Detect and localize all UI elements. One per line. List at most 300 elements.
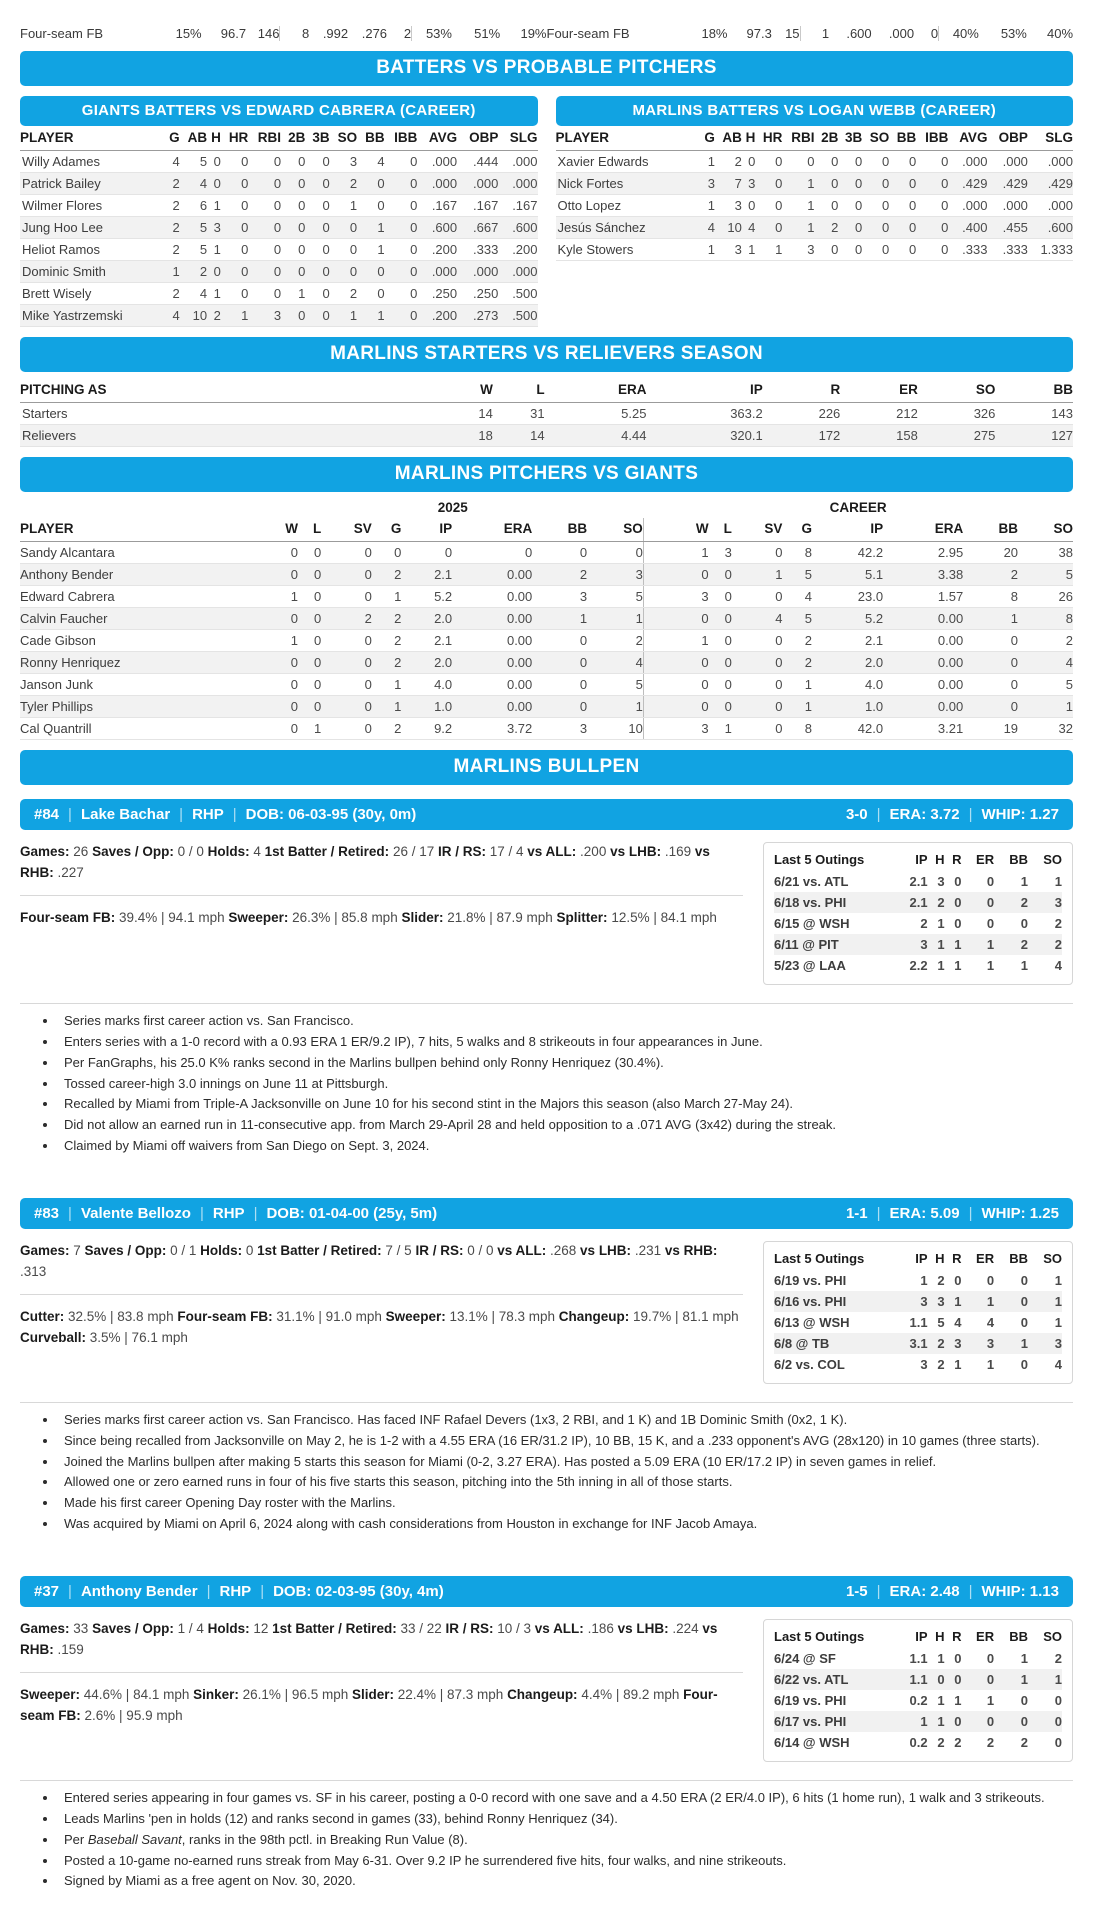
cell: 0.00 xyxy=(452,630,532,652)
outing-date: 6/2 vs. COL xyxy=(774,1356,845,1372)
player-body xyxy=(20,1619,1073,1762)
stat-label: Sinker: xyxy=(193,1686,239,1702)
cell: 0 xyxy=(963,696,1018,718)
cell: 2 xyxy=(372,608,402,630)
outing-stat: 0 xyxy=(986,1650,995,1666)
cell: 5 xyxy=(782,608,812,630)
column-header-l-2: L xyxy=(298,518,321,542)
cell: 18 xyxy=(441,425,493,447)
cell: 0 xyxy=(221,151,248,173)
cell: 3.72 xyxy=(452,718,532,740)
cell: .429 xyxy=(948,173,987,195)
column-header-so: SO xyxy=(1043,1628,1062,1644)
outing-row xyxy=(774,1711,1062,1732)
cell: 1 xyxy=(709,718,732,740)
cell: 2 xyxy=(330,173,357,195)
outing-stat: 1 xyxy=(1054,1314,1062,1330)
last-5-outings-table xyxy=(774,1248,1062,1375)
column-header-last-5-outings: Last 5 Outings xyxy=(774,1250,865,1266)
outing-stat: 2 xyxy=(1020,937,1029,952)
outing-stat: 2.2 xyxy=(909,958,928,973)
cell: 5 xyxy=(782,564,812,586)
cell: 3 xyxy=(207,217,221,239)
column-header-obp: OBP xyxy=(987,126,1027,151)
cell: 0 xyxy=(862,239,889,261)
cell: 0 xyxy=(916,217,948,239)
stat-value: 21.8% | 87.9 mph xyxy=(443,909,557,925)
cell: 2.95 xyxy=(883,542,963,564)
outing-row xyxy=(774,1354,1062,1375)
cell: 2 xyxy=(180,261,207,283)
cell: .000 xyxy=(1028,195,1073,217)
cell: 0 xyxy=(643,696,708,718)
cell: .167 xyxy=(498,195,537,217)
cell: 2 xyxy=(782,652,812,674)
column-header-h: H xyxy=(742,126,755,151)
stat-label: Four-seam FB: xyxy=(177,1308,273,1324)
pitch-cell: 0 xyxy=(930,26,939,41)
cell: 3 xyxy=(742,173,755,195)
stat-label: vs RHB: xyxy=(664,1242,718,1258)
outing-stat: 2 xyxy=(937,1335,945,1351)
section-header-batters-vs-probable-pitchers: BATTERS VS PROBABLE PITCHERS xyxy=(20,51,1073,86)
player-notes-list xyxy=(58,1789,1073,1891)
note-item: • Joined the Marlins bullpen after making 5 starts this season for Miami (0-2, 3.27 ERA). Has posted a 5.09 ERA (10 ER/17.2 IP) in seven games in relief. xyxy=(58,1453,1073,1472)
cell: 1.57 xyxy=(883,586,963,608)
cell: 0 xyxy=(221,195,248,217)
player-body xyxy=(20,1241,1073,1384)
cell: 1 xyxy=(207,239,221,261)
cell: 0 xyxy=(385,283,418,305)
outing-date: 6/21 vs. ATL xyxy=(774,874,849,889)
cell: .000 xyxy=(987,195,1027,217)
cell: 42.2 xyxy=(812,542,883,564)
stat-label: Slider: xyxy=(351,1686,394,1702)
column-header-h: H xyxy=(935,852,945,867)
stat-value: 2.6% | 95.9 mph xyxy=(80,1707,183,1723)
outing-stat: 2.1 xyxy=(909,874,928,889)
note-item: • Since being recalled from Jacksonville on May 2, he is 1-2 with a 4.55 ERA (16 ER/31.2 IP), 10 BB, 15 K, and a .233 opponent's AVG (28x120) in 10 games (three starts). xyxy=(58,1432,1073,1451)
cell: 3 xyxy=(709,542,732,564)
cell: 0.00 xyxy=(883,630,963,652)
cell: 0 xyxy=(643,564,708,586)
cell: 1 xyxy=(782,195,814,217)
column-header-bb: BB xyxy=(995,378,1073,403)
pitch-cell: 146 xyxy=(257,26,280,41)
player-name: Anthony Bender xyxy=(80,1582,198,1600)
column-header-r: R xyxy=(952,1250,962,1266)
note-item: • Leads Marlins 'pen in holds (12) and ranks second in games (33), behind Ronny Henriquez (34). xyxy=(58,1810,1073,1829)
table-header-row xyxy=(556,126,1074,151)
cell: 0 xyxy=(262,608,298,630)
row-label: Heliot Ramos xyxy=(20,239,165,261)
cell: 0 xyxy=(963,674,1018,696)
column-header-r: R xyxy=(952,852,962,867)
player-hand: RHP xyxy=(192,806,224,823)
stat-label: vs LHB: xyxy=(610,844,662,859)
cell: 0 xyxy=(321,718,372,740)
outing-stat: 0 xyxy=(1054,1692,1062,1708)
cell: 0 xyxy=(862,173,889,195)
table-row xyxy=(20,542,1073,564)
cell: 1 xyxy=(963,608,1018,630)
cell: 0 xyxy=(916,173,948,195)
cell: .000 xyxy=(417,173,457,195)
row-label: Jesús Sánchez xyxy=(556,217,701,239)
outing-row xyxy=(774,1291,1062,1312)
cell: 0 xyxy=(281,217,305,239)
cell: 1 xyxy=(782,674,812,696)
cell: 0 xyxy=(732,718,783,740)
stat-value: 44.6% | 84.1 mph xyxy=(80,1686,194,1702)
player-record: 1-1 xyxy=(845,1204,868,1222)
cell: 326 xyxy=(918,403,996,425)
player-splits xyxy=(20,842,743,985)
note-item: • Per FanGraphs, his 25.0 K% ranks second in the Marlins bullpen behind only Ronny Henriquez (30.4%). xyxy=(58,1054,1073,1073)
column-header-hr: HR xyxy=(221,126,248,151)
stat-label: vs ALL: xyxy=(497,1242,547,1258)
cell: 5 xyxy=(1018,564,1073,586)
cell: 3 xyxy=(248,305,281,327)
cell: 3 xyxy=(532,718,587,740)
stat-value: .200 xyxy=(576,844,611,859)
column-header-bb-15: BB xyxy=(963,518,1018,542)
cell: 0 xyxy=(532,630,587,652)
marlins-batters-table xyxy=(556,126,1074,261)
table-row xyxy=(556,173,1074,195)
cell: 0 xyxy=(298,696,321,718)
cell: 0 xyxy=(248,217,281,239)
cell: 1 xyxy=(281,283,305,305)
cell: 0 xyxy=(321,674,372,696)
stat-label: Splitter: xyxy=(556,909,608,925)
column-header-player-0: PLAYER xyxy=(20,518,262,542)
column-header-era-14: ERA xyxy=(883,518,963,542)
column-header-h: H xyxy=(935,1628,945,1644)
outing-stat: 1 xyxy=(937,937,945,952)
note-item: • Did not allow an earned run in 11-consecutive app. from March 29-April 28 and held opposition to a .071 AVG (3x42) during the streak. xyxy=(58,1116,1073,1135)
column-header-ibb: IBB xyxy=(385,126,418,151)
cell: 0 xyxy=(372,542,402,564)
stat-label: IR / RS: xyxy=(415,1242,464,1258)
cell: 2 xyxy=(165,217,180,239)
row-label: Anthony Bender xyxy=(20,564,262,586)
cell: 2 xyxy=(815,217,839,239)
cell: 1 xyxy=(587,696,643,718)
row-label: Cal Quantrill xyxy=(20,718,262,740)
player-header-bar xyxy=(20,799,1073,830)
stat-label: IR / RS: xyxy=(445,1620,494,1636)
cell: 0 xyxy=(916,239,948,261)
bullpen-player-card xyxy=(20,799,1073,1184)
outing-date: 6/18 vs. PHI xyxy=(774,895,847,910)
cell: 0 xyxy=(532,696,587,718)
pitch-cell: 19% xyxy=(520,26,547,41)
cell: 0 xyxy=(321,586,372,608)
row-label: Willy Adames xyxy=(20,151,165,173)
stat-value: .169 xyxy=(661,844,695,859)
cell: 0 xyxy=(709,674,732,696)
cell: 1 xyxy=(357,217,384,239)
table-group-header-row xyxy=(20,496,1073,518)
divider xyxy=(20,895,743,896)
cell: 3 xyxy=(700,173,715,195)
player-season-line xyxy=(846,1205,1059,1222)
column-header-so: SO xyxy=(330,126,357,151)
player-number: #83 xyxy=(34,1204,60,1222)
cell: 1 xyxy=(262,630,298,652)
divider: | xyxy=(68,1204,72,1222)
outing-stat: 1 xyxy=(954,958,962,973)
cell: .333 xyxy=(987,239,1027,261)
column-header-player: PLAYER xyxy=(556,126,701,151)
note-item: • Recalled by Miami from Triple-A Jacksonville on June 10 for his second stint in the Majors this season (also March 27-May 24). xyxy=(58,1095,1073,1114)
divider: | xyxy=(253,1204,258,1222)
cell: 0 xyxy=(742,151,755,173)
cell: 0 xyxy=(357,195,384,217)
cell: 1 xyxy=(372,696,402,718)
cell: 0 xyxy=(709,652,732,674)
stat-label: 1st Batter / Retired: xyxy=(272,1620,397,1636)
stat-label: vs ALL: xyxy=(534,1620,584,1636)
outing-stat: 3.1 xyxy=(909,1335,928,1351)
cell: 2 xyxy=(782,630,812,652)
cell: 0 xyxy=(262,564,298,586)
cell: 320.1 xyxy=(646,425,762,447)
cell: 32 xyxy=(1018,718,1073,740)
cell: 0 xyxy=(815,195,839,217)
column-header-3b: 3B xyxy=(838,126,862,151)
note-item: • Posted a 10-game no-earned runs streak from May 6-31. Over 9.2 IP he surrendered five hits, four walks, and nine strikeouts. xyxy=(58,1852,1073,1871)
column-header-h: H xyxy=(935,1250,945,1266)
player-splits xyxy=(20,1619,743,1762)
divider xyxy=(20,1294,743,1295)
player-whip: WHIP: 1.25 xyxy=(981,1204,1059,1222)
stat-label: 1st Batter / Retired: xyxy=(257,1242,382,1258)
cell: 0 xyxy=(385,173,418,195)
column-header-last-5-outings: Last 5 Outings xyxy=(774,852,865,867)
cell: 0 xyxy=(298,652,321,674)
cell: 363.2 xyxy=(646,403,762,425)
cell: 0 xyxy=(330,261,357,283)
cell: 2.0 xyxy=(401,608,452,630)
cell: .000 xyxy=(457,173,498,195)
column-header-era: ERA xyxy=(545,378,647,403)
cell: 0 xyxy=(755,195,782,217)
cell: 0 xyxy=(732,586,783,608)
column-header-h: H xyxy=(207,126,221,151)
cell: 2.1 xyxy=(401,564,452,586)
cell: 20 xyxy=(963,542,1018,564)
cell: 127 xyxy=(995,425,1073,447)
note-item: • Allowed one or zero earned runs in four of his five starts this season, pitching into the 5th inning in all of those starts. xyxy=(58,1473,1073,1492)
column-header-so-8: SO xyxy=(587,518,643,542)
outing-stat: 0 xyxy=(937,1671,945,1687)
stat-label: Holds: xyxy=(207,1620,250,1636)
note-item: • Series marks first career action vs. San Francisco. xyxy=(58,1012,1073,1031)
cell: 0 xyxy=(207,261,221,283)
table-row xyxy=(20,696,1073,718)
stat-value: 0 / 0 xyxy=(173,844,208,859)
stat-value: 13.1% | 78.3 mph xyxy=(445,1308,559,1324)
pitch-cell: 53% xyxy=(411,26,452,41)
cell: 0.00 xyxy=(452,586,532,608)
cell: 0 xyxy=(262,718,298,740)
cell: 8 xyxy=(963,586,1018,608)
cell: 0 xyxy=(262,542,298,564)
stat-label: Holds: xyxy=(207,844,250,859)
cell: 2.1 xyxy=(812,630,883,652)
divider: | xyxy=(199,1204,204,1222)
row-label: Sandy Alcantara xyxy=(20,542,262,564)
stat-value: .268 xyxy=(546,1242,581,1258)
cell: 1 xyxy=(700,195,715,217)
cell: 0 xyxy=(755,217,782,239)
outing-stat: 1 xyxy=(986,958,995,973)
cell: 0 xyxy=(838,195,862,217)
note-item: • Per Baseball Savant, ranks in the 98th pctl. in Breaking Run Value (8). xyxy=(58,1831,1073,1850)
player-era: ERA: 5.09 xyxy=(889,1204,960,1222)
player-record: 3-0 xyxy=(845,806,868,823)
cell: 0 xyxy=(305,151,329,173)
cell: 8 xyxy=(1018,608,1073,630)
pitch-cell: 51% xyxy=(474,26,501,41)
player-identity xyxy=(34,806,416,823)
stat-value: 4 xyxy=(249,844,265,859)
note-emphasis: Baseball Savant xyxy=(87,1831,182,1847)
cell: 0 xyxy=(248,239,281,261)
top-pitch-row-right xyxy=(547,26,1074,41)
group-header-career: CAREER xyxy=(829,500,887,515)
outing-stat: 1 xyxy=(920,1272,928,1288)
cell: .667 xyxy=(457,217,498,239)
player-hand: RHP xyxy=(212,1204,245,1222)
outing-stat: 1.1 xyxy=(909,1671,928,1687)
cell: 0 xyxy=(643,608,708,630)
player-pitch-mix-line xyxy=(20,908,743,929)
last-5-outings-box xyxy=(763,1619,1073,1762)
stat-label: Sweeper: xyxy=(385,1308,446,1324)
cell: 42.0 xyxy=(812,718,883,740)
cell: 5 xyxy=(1018,674,1073,696)
cell: 5.2 xyxy=(401,586,452,608)
cell: 0 xyxy=(357,261,384,283)
divider: | xyxy=(68,806,72,823)
cell: 1 xyxy=(207,195,221,217)
outing-row xyxy=(774,955,1062,976)
outing-stat: 1 xyxy=(954,1692,962,1708)
giants-batters-table xyxy=(20,126,538,327)
outing-stat: 0 xyxy=(1020,1713,1029,1729)
cell: 0 xyxy=(963,652,1018,674)
cell: 0 xyxy=(532,542,587,564)
outing-row xyxy=(774,1648,1062,1669)
cell: 4 xyxy=(180,283,207,305)
column-header-era-6: ERA xyxy=(452,518,532,542)
player-whip: WHIP: 1.27 xyxy=(981,806,1059,823)
cell: 4 xyxy=(180,173,207,195)
cell: 0 xyxy=(782,151,814,173)
outing-stat: 0 xyxy=(1020,1356,1029,1372)
stat-value: 17 / 4 xyxy=(486,844,528,859)
cell: 1 xyxy=(330,195,357,217)
cell: 5.2 xyxy=(812,608,883,630)
cell: .273 xyxy=(457,305,498,327)
stat-label: Sweeper: xyxy=(20,1686,81,1702)
column-header-w: W xyxy=(441,378,493,403)
cell: 2 xyxy=(165,239,180,261)
stat-value: .186 xyxy=(583,1620,618,1636)
pitch-cell: 40% xyxy=(1047,26,1074,41)
cell: .500 xyxy=(498,283,537,305)
outing-stat: 0 xyxy=(986,1272,995,1288)
cell: 0 xyxy=(838,239,862,261)
outing-date: 6/22 vs. ATL xyxy=(774,1671,849,1687)
outing-stat: 1 xyxy=(986,1293,995,1309)
cell: 226 xyxy=(763,403,841,425)
cell: 5 xyxy=(180,217,207,239)
cell: 4.44 xyxy=(545,425,647,447)
table-row xyxy=(20,630,1073,652)
column-header-pitching-as: PITCHING AS xyxy=(20,378,441,403)
cell: 0 xyxy=(385,151,418,173)
pitch-cell: .000 xyxy=(888,26,915,41)
cell: 26 xyxy=(1018,586,1073,608)
note-item: • Claimed by Miami off waivers from San Diego on Sept. 3, 2024. xyxy=(58,1137,1073,1156)
player-identity xyxy=(34,1205,437,1222)
pitch-cell: 18% xyxy=(701,26,728,41)
row-label: Otto Lopez xyxy=(556,195,701,217)
outing-date: 6/17 vs. PHI xyxy=(774,1713,847,1729)
outing-stat: 0 xyxy=(1020,916,1029,931)
divider: | xyxy=(968,1582,973,1600)
outing-stat: 2 xyxy=(1020,895,1029,910)
spacer xyxy=(20,1158,1073,1184)
outing-stat: 0 xyxy=(954,916,962,931)
cell: 8 xyxy=(782,542,812,564)
outing-stat: 3 xyxy=(920,1293,928,1309)
cell: 1 xyxy=(587,608,643,630)
cell: .444 xyxy=(457,151,498,173)
outing-stat: 3 xyxy=(937,1293,945,1309)
player-season-line xyxy=(846,806,1059,823)
outing-stat: 4 xyxy=(1054,958,1062,973)
stat-value: 31.1% | 91.0 mph xyxy=(272,1308,386,1324)
stat-label: Sweeper: xyxy=(228,909,289,925)
cell: .167 xyxy=(457,195,498,217)
column-header-rbi: RBI xyxy=(782,126,814,151)
column-header-l: L xyxy=(493,378,545,403)
cell: .000 xyxy=(457,261,498,283)
stat-label: vs LHB: xyxy=(580,1242,632,1258)
cell: 0 xyxy=(755,151,782,173)
outing-stat: 1 xyxy=(937,1692,945,1708)
column-header-sv-11: SV xyxy=(732,518,783,542)
column-header-ip: IP xyxy=(915,1250,928,1266)
cell: 0 xyxy=(262,696,298,718)
cell: 1 xyxy=(357,305,384,327)
cell: 0.00 xyxy=(452,608,532,630)
divider xyxy=(20,1003,1073,1004)
table-row xyxy=(20,305,538,327)
cell: 4 xyxy=(165,305,180,327)
cell: 2 xyxy=(207,305,221,327)
cell: 4 xyxy=(1018,652,1073,674)
stat-value: 7 xyxy=(69,1242,85,1258)
column-header-bb: BB xyxy=(1009,1628,1029,1644)
outing-date: 6/16 vs. PHI xyxy=(774,1293,847,1309)
divider: | xyxy=(260,1582,265,1600)
